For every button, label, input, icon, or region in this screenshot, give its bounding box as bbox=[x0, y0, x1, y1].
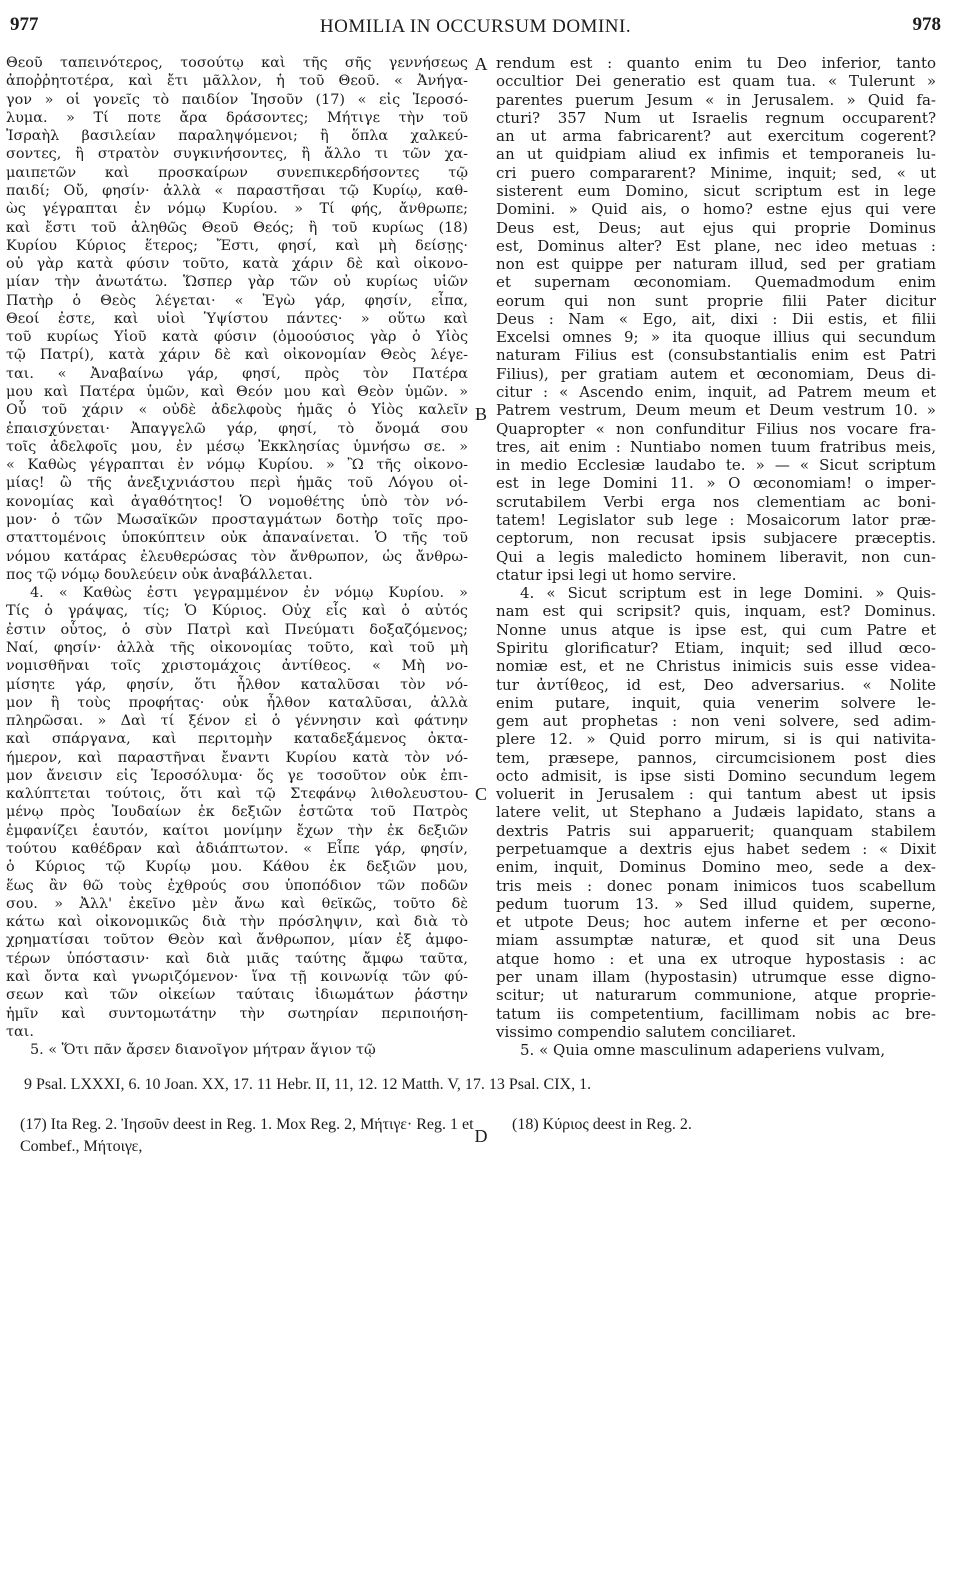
greek-line: Κυρίου Κύριος ἕτερος; Ἔστι, φησί, καὶ μὴ δείσῃς· bbox=[6, 237, 468, 254]
greek-line: μον ἄνεισιν εἰς Ἱεροσόλυμα· ὅς γε τοσοῦτον οὐκ ἐπι- bbox=[6, 767, 468, 784]
greek-line: ἐμφανίζει ἑαυτόν, καίτοι μονίμην ἔχων τὴν ἐκ δεξιῶν bbox=[6, 822, 468, 839]
greek-line: λυμα. » Τί ποτε ἄρα δράσοντες; Μήτιγε τὴν τοῦ bbox=[6, 109, 468, 126]
latin-line: atque homo : et una ex utroque hypostasis : ac bbox=[496, 949, 936, 968]
greek-line: Θεοί ἐστε, καὶ υἱοὶ Ὑψίστου πάντες· » οὕτω καὶ bbox=[6, 310, 468, 327]
latin-line: naturam Filius est (consubstantialis enim est Patri bbox=[496, 346, 936, 365]
greek-line: παιδί; Οὔ, φησίν· ἀλλὰ « παραστῆσαι τῷ Κυρίῳ, καθ- bbox=[6, 182, 468, 199]
greek-line: ἕως ἂν θῶ τοὺς ἐχθρούς σου ὑποπόδιον τῶν ποδῶν bbox=[6, 877, 468, 894]
latin-line: citur : « Ascendo enim, inquit, ad Patrem meum et bbox=[496, 383, 936, 402]
greek-line: μου καὶ Πατέρα ὑμῶν, καὶ Θεόν μου καὶ Θεὸν ὑμῶν. » bbox=[6, 384, 468, 401]
greek-line: Οὗ τοῦ χάριν « οὐδὲ ἀδελφοὺς ἡμᾶς ὁ Υἱὸς καλεῖν bbox=[6, 402, 468, 419]
greek-line: τοῖς ἀδελφοῖς μου, ἐν μέσῳ Ἐκκλησίας ὑμνήσω σε. » bbox=[6, 438, 468, 455]
left-page-number: 977 bbox=[10, 14, 39, 35]
latin-line: cri puero compararent? Minime, inquit; sed, « ut bbox=[496, 163, 936, 182]
greek-line: ἡμῖν καὶ συντομωτάτην τὴν σωτηρίαν περιποιήση- bbox=[6, 1005, 468, 1022]
latin-line: tris meis : donec ponam inimicos tuos scabellum bbox=[496, 876, 936, 895]
latin-line: vissimo compendio salutem conciliaret. bbox=[496, 1022, 797, 1041]
greek-line: Τίς ὁ γράψας, τίς; Ὁ Κύριος. Οὐχ εἷς καὶ ὁ αὐτός bbox=[6, 603, 468, 620]
greek-line: πληρῶσαι. » Δαὶ τί ξένον εἰ ὁ γέννησιν καὶ φάτνην bbox=[6, 713, 468, 730]
greek-line: μον· ὁ τῶν Μωσαϊκῶν προσταγμάτων δοτὴρ τοῖς προ- bbox=[6, 512, 468, 528]
latin-line: Qui a legis maledicto hominem liberavit, non cun- bbox=[496, 547, 936, 566]
greek-line: τούτου καθέδραν καὶ ἀδιάπτωτον. « Εἶπε γάρ, φησίν, bbox=[6, 841, 468, 858]
latin-line: tur ἀντίθεος, id est, Deo adversarius. « Nolite bbox=[496, 675, 936, 694]
greek-line: 5. « Ὅτι πᾶν ἄρσεν διανοῖγον μήτραν ἅγιον τῷ bbox=[30, 1042, 376, 1059]
latin-line: perpetuamque a dextris ejus habet sedem : « Dixit bbox=[496, 840, 936, 859]
latin-line: tatum iis competentium, facillimam nobis ac bre- bbox=[496, 1004, 936, 1023]
latin-line: 5. « Quia omne masculinum adaperiens vulvam, bbox=[520, 1041, 886, 1060]
greek-line: Ναί, φησίν· ἀλλὰ τῆς οἰκονομίας τοῦτο, καὶ τοῦ μὴ bbox=[6, 639, 468, 656]
greek-line: σου. » Ἀλλ' ἐκεῖνο μὲν ἄνω καὶ θεϊκῶς, τοῦτο δὲ bbox=[6, 895, 468, 912]
latin-line: ctatur ipsi legi ut homo servire. bbox=[496, 565, 737, 584]
latin-line: rendum est : quanto enim tu Deo inferior, tanto bbox=[496, 54, 936, 72]
latin-line: an ut quidpiam aliud ex infimis et temporaneis lu- bbox=[496, 145, 936, 164]
greek-line: ἐστιν οὗτος, ὁ σὺν Πατρὶ καὶ Πνεύματι δοξαζόμενος; bbox=[6, 621, 468, 638]
greek-line: ήμερον, καὶ παραστῆναι ἔναντι Κυρίου κατὰ τὸν νό- bbox=[6, 749, 468, 766]
greek-line: τῷ Πατρί), κατὰ χάριν δὲ καὶ οἰκονομίαν Θεὸς λέγε- bbox=[6, 347, 468, 364]
greek-line: καὶ ἔστι τοῦ ἀληθῶς Θεοῦ Θεός; ἢ τοῦ κυρίως (18) bbox=[6, 219, 468, 236]
latin-line: sisterent eum Domino, sicut scriptum est in lege bbox=[496, 181, 936, 200]
latin-line: tem, præsepe, pannos, circumcisionem post dies bbox=[496, 748, 936, 767]
latin-line: occultior Dei generatio est quam tua. « Tulerunt » bbox=[496, 72, 936, 91]
latin-line: an ut arma fabricarent? aut exercitum cogerent? bbox=[496, 127, 936, 146]
latin-line: est, Dominus alter? Est plane, nec ideo metuas : bbox=[496, 236, 936, 255]
latin-line: Excelsi omnes 9; » ita quoque illius qui secundum bbox=[496, 328, 936, 347]
greek-line: χρηματίσαι τοῦτον Θεὸν καὶ ἄνθρωπον, μίαν ἐξ ἀμφο- bbox=[6, 932, 468, 949]
greek-line: νομισθῆναι τοῖς χριστομάχοις ἀντίθεος. « Μὴ νο- bbox=[6, 658, 468, 675]
latin-line: est in lege Domini 11. » O œconomiam! o imper- bbox=[496, 474, 936, 493]
latin-line: in medio Ecclesiæ laudabo te. » — « Sicut scriptum bbox=[496, 456, 936, 475]
greek-line: 4. « Καθὼς ἐστι γεγραμμένον ἐν νόμῳ Κυρίου. » bbox=[30, 585, 468, 602]
latin-line: Deus : Nam « Ego, ait, dixi : Dii estis, et filii bbox=[496, 309, 936, 328]
latin-line: Patrem vestrum, Deum meum et Deum vestrum 10. » bbox=[496, 401, 936, 420]
greek-line: « Καθὼς γέγραπται ἐν νόμῳ Κυρίου. » Ὢ τῆς οἰκονο- bbox=[6, 457, 468, 474]
greek-line: ὼς γέγραπται ἐν νόμῳ Κυρίου. » Τί φής, ἄνθρωπε; bbox=[6, 201, 468, 218]
latin-line: scrutabilem Verbi erga nos clementiam ac boni- bbox=[496, 492, 936, 511]
section-marker-c: C bbox=[474, 784, 487, 804]
running-title: HOMILIA IN OCCURSUM DOMINI. bbox=[319, 16, 632, 37]
latin-line: voluerit in Jerusalem : qui tantum abest ut ipsis bbox=[496, 785, 936, 804]
greek-line: μένῳ πρὸς Ἰουδαίων ἐκ δεξιῶν ἑστῶτα τοῦ Πατρὸς bbox=[6, 804, 468, 821]
greek-line: γον » οἱ γονεῖς τὸ παιδίον Ἰησοῦν (17) « εἰς Ἱεροσό- bbox=[6, 91, 468, 108]
greek-line: μίσητε γάρ, φησίν, ὅτι ἦλθον καταλῦσαι τὸν νό- bbox=[6, 676, 468, 693]
greek-line: καλύπτεται τούτοις, ὅτι καὶ τῷ Στεφάνῳ λιθολευστου- bbox=[6, 786, 468, 803]
latin-line: eorum qui non sunt proprie filii Pater dicitur bbox=[496, 291, 936, 310]
greek-line: τοῦ κυρίως Υἱοῦ κατὰ φύσιν (ὁμοούσιος γὰρ ὁ Υἱὸς bbox=[6, 329, 468, 346]
latin-line: dextris Patris sui apparuerit; quanquam stabilem bbox=[496, 821, 936, 840]
latin-line: miam assumptæ naturæ, et quod sit una Deus bbox=[496, 931, 936, 950]
latin-line: ceptorum, non recusat ipsis subjacere præceptis. bbox=[496, 529, 936, 548]
greek-line: ὁ Κύριος τῷ Κυρίῳ μου. Κάθου ἐκ δεξιῶν μου, bbox=[6, 859, 468, 876]
latin-line: Filius), per gratiam autem et œconomiam, Deus di- bbox=[496, 364, 936, 383]
latin-line: Nonne unus atque is ipse est, qui cum Patre et bbox=[496, 620, 936, 639]
greek-line: καὶ σπάργανα, καὶ περιτομὴν καταδεξάμενος ὀκτα- bbox=[6, 731, 468, 748]
latin-line: Quapropter « non confunditur Filius nos vocare fra- bbox=[496, 419, 936, 438]
latin-line: tatem! Legislator sub lege : Mosaicorum lator præ- bbox=[496, 511, 936, 529]
latin-line: et utpote Deus; hoc autem inferne et per œcono- bbox=[496, 913, 936, 932]
greek-line: μίας! ὢ τῆς ἀνεξιχνιάστου περὶ ἡμᾶς τοῦ Λόγου οἰ- bbox=[6, 475, 468, 492]
latin-line: gem aut prophetas : non veni solvere, sed adim- bbox=[496, 712, 936, 731]
latin-line: plere 12. » Quid porro mirum, si is qui nativita- bbox=[496, 730, 936, 749]
greek-line: Ἰσραὴλ βασιλείαν παραληψόμενοι; ἢ ὅπλα χαλκεύ- bbox=[6, 128, 468, 145]
greek-line: Πατὴρ ὁ Θεὸς λέγεται· « Ἐγὼ γάρ, φησίν, εἶπα, bbox=[6, 292, 468, 309]
greek-line: ται. bbox=[6, 1023, 34, 1040]
greek-line: πος τῷ νόμῳ δουλεύειν οὐκ ἀναβάλλεται. bbox=[6, 566, 313, 583]
latin-line: et supernam œconomiam. Quemadmodum enim bbox=[496, 273, 936, 292]
greek-line: ται. « Ἀναβαίνω γάρ, φησί, πρὸς τὸν Πατέρα bbox=[6, 365, 468, 382]
greek-line: σταττομένοις ὑποκύπτειν οὐκ ἀπαναίνεται. Ὁ τῆς τοῦ bbox=[6, 530, 468, 547]
greek-line: κονομίας καὶ ἀγαθότητος! Ὁ νομοθέτης ὑπὸ τὸν νό- bbox=[6, 493, 468, 510]
page-header bbox=[10, 14, 941, 44]
latin-line: non est quippe per naturam illud, sed per gratiam bbox=[496, 255, 936, 274]
latin-line: octo admisit, is ipse sisti Domino secundum legem bbox=[496, 766, 936, 785]
greek-line: οὐ γὰρ κατὰ φύσιν τοῦτο, κατὰ χάριν δὲ καὶ οἰκονο- bbox=[6, 256, 468, 273]
greek-line: ἀποῤῥητοτέρα, καὶ ἔτι μᾶλλον, ἡ τοῦ Θεοῦ. « Ἀνήγα- bbox=[6, 73, 468, 90]
section-marker-b: B bbox=[474, 404, 487, 424]
greek-line: κάτω καὶ οἰκονομικῶς διὰ τὴν πρόσληψιν, καὶ διὰ τὸ bbox=[6, 914, 468, 931]
greek-line: σεων καὶ τῶν οἰκείων ταύταις ἰδιωμάτων ῥάστην bbox=[6, 987, 468, 1004]
latin-line: Domini. » Quid ais, o homo? estne ejus qui vere bbox=[496, 200, 936, 219]
greek-line: καὶ ὄντα καὶ γνωριζόμενον· ἵνα τῇ κοινωνίᾳ τῶν φύ- bbox=[6, 969, 468, 985]
latin-line: pedum tuorum 13. » Sed illud quidem, superne, bbox=[496, 894, 936, 913]
latin-line: tres, ait enim : Nuntiabo nomen tuum fratribus meis, bbox=[496, 437, 936, 456]
greek-line: ἐπαισχύνεται· Ἀπαγγελῶ γάρ, φησί, τὸ ὄνομά σου bbox=[6, 420, 468, 437]
latin-line: per unam illam (hypostasin) utrumque esse digno- bbox=[496, 968, 936, 986]
latin-line: parentes puerum Jesum « in Jerusalem. » Quid fa- bbox=[496, 90, 936, 109]
latin-line: Spiritu glorificatur? Etiam, inquit; sed illud œco- bbox=[496, 638, 936, 657]
latin-line: enim, inquit, Dominus Domino meo, sede a dex- bbox=[496, 858, 936, 877]
latin-line: enim putare, inquit, quia venerim solvere le- bbox=[496, 693, 936, 712]
variant-notes-left: (17) Ita Reg. 2. Ἰησοῦν deest in Reg. 1. Mox Reg. 2, Μήτιγε· Reg. 1 et Combef., Μήτοιγε, bbox=[20, 1116, 474, 1155]
variant-notes-right: (18) Κύριος deest in Reg. 2. bbox=[512, 1116, 692, 1133]
latin-line: nomiæ est, et ne Christus inimicis suis esse videa- bbox=[496, 657, 936, 676]
greek-line: Θεοῦ ταπεινότερος, τοσούτῳ καὶ τῆς σῆς γεννήσεως bbox=[6, 55, 468, 71]
greek-line: τέρων ὑπόστασιν· καὶ διὰ μιᾶς ταύτης ἄμφω ταῦτα, bbox=[6, 950, 468, 967]
greek-column bbox=[6, 52, 468, 1059]
latin-line: nam est qui scripsit? quis, inquam, est? Dominus. bbox=[496, 602, 936, 621]
greek-line: μον ἢ τοὺς προφήτας· οὐκ ἦλθον καταλῦσαι, ἀλλὰ bbox=[6, 694, 468, 711]
latin-line: Deus est, Deus; aut ejus qui proprie Dominus bbox=[496, 218, 936, 237]
scripture-footnotes: 9 Psal. LXXXI, 6. 10 Joan. XX, 17. 11 Hebr. II, 11, 12. 12 Matth. V, 17. 13 Psal. CIX, 1. bbox=[24, 1076, 592, 1093]
latin-line: cturi? 357 Num ut Israelis regnum occuparent? bbox=[496, 108, 936, 127]
section-marker-a: A bbox=[474, 54, 488, 74]
greek-line: μίαν τὴν ἀνωτάτω. Ὥσπερ γὰρ τῶν οὐ κυρίως υἱῶν bbox=[6, 274, 468, 291]
greek-line: νόμου κατάρας ἐλευθερώσας τὸν ἄνθρωπον, ὡς ἄνθρω- bbox=[6, 548, 468, 565]
latin-line: 4. « Sicut scriptum est in lege Domini. » Quis- bbox=[520, 584, 936, 603]
greek-line: σοντες, ἢ στρατὸν συγκινήσοντες, ἢ ἄλλο τι τῶν χα- bbox=[6, 146, 468, 163]
right-page-number: 978 bbox=[912, 14, 941, 35]
latin-line: latere velit, ut Stephano a Judæis lapidato, stans a bbox=[496, 803, 936, 822]
latin-column bbox=[496, 52, 936, 1060]
section-marker-d: D bbox=[474, 1126, 488, 1146]
greek-line: μαιπετῶν καὶ προσκαίρων συνεπικερδήσοντες τῷ bbox=[6, 164, 468, 181]
latin-line: scitur; ut naturarum communione, atque proprie- bbox=[496, 986, 936, 1005]
